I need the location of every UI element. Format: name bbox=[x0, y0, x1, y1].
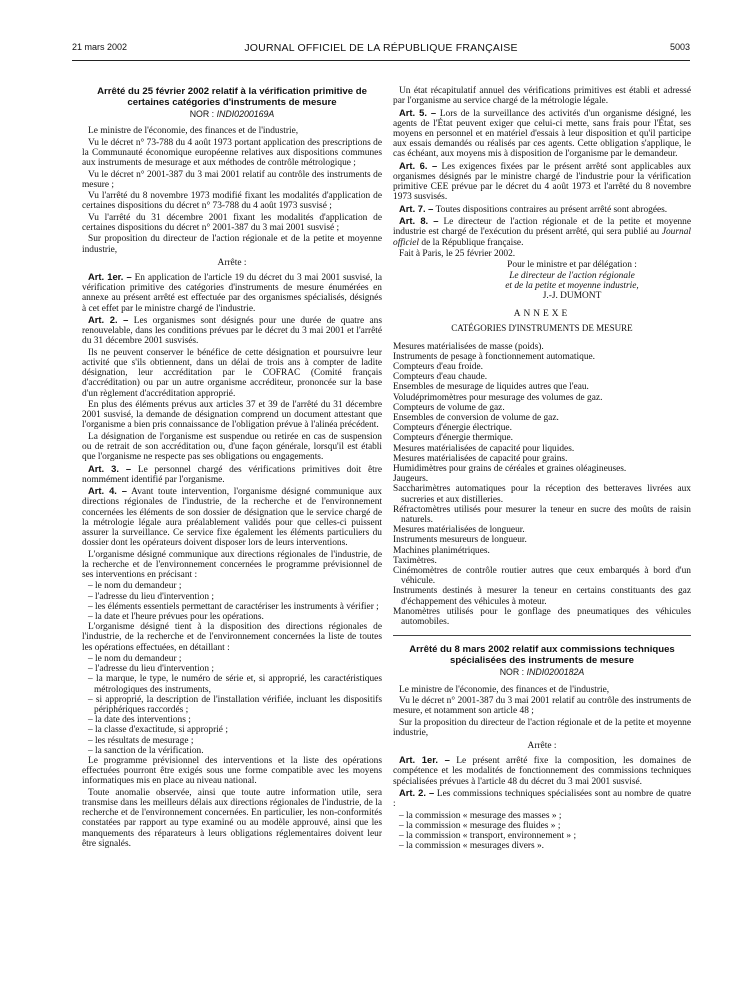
page-header bbox=[72, 42, 690, 58]
header-date: 21 mars 2002 bbox=[72, 42, 128, 52]
left-column bbox=[82, 86, 382, 850]
signature-delegation: Pour le ministre et par délégation : bbox=[507, 260, 637, 271]
list-item: – la commission « transport, environnement » ; bbox=[399, 831, 577, 842]
annexe-item: Ensembles de conversion de volume de gaz. bbox=[393, 413, 559, 424]
annexe-item: Taximètres. bbox=[393, 555, 437, 566]
paragraph: Le ministre de l'économie, des finances et de l'industrie, bbox=[399, 684, 610, 695]
intervention-list bbox=[82, 581, 382, 622]
annexe-item: Compteurs d'énergie thermique. bbox=[393, 433, 513, 444]
list-item: – le nom du demandeur ; bbox=[88, 581, 182, 592]
paragraph: Sur proposition du directeur de l'action régionale et de la petite et moyenne industrie, bbox=[82, 234, 382, 255]
annexe-item: Mesures matérialisées de capacité pour liquides. bbox=[393, 443, 575, 454]
paragraph: La désignation de l'organisme est suspendue ou retirée en cas de suspension ou de retrait de son accréditation ou, d'une façon générale, lorsqu'il est établi que l'organisme ne respecte pas ses obligations ou engagements. bbox=[82, 431, 382, 463]
decree-title: Arrêté du 25 février 2002 relatif à la vérification primitive de certaines catégories d'instruments de mesure bbox=[97, 86, 367, 108]
annexe-item: Manomètres utilisés pour le gonflage des pneumatiques des véhicules automobiles. bbox=[393, 606, 691, 628]
article-3: Art. 3. – Le personnel chargé des vérifications primitives doit être nommément identifié par l'organisme. bbox=[82, 462, 383, 485]
annexe-item: Saccharimètres automatiques pour la réception des betteraves livrées aux sucreries et aux distilleries. bbox=[393, 484, 691, 505]
list-item: – l'adresse du lieu d'intervention ; bbox=[88, 591, 215, 602]
list-item: – les éléments essentiels permettant de caractériser les instruments à vérifier ; bbox=[88, 601, 379, 612]
annexe-list bbox=[393, 342, 691, 628]
annexe-item: Ensembles de mesurage de liquides autres que l'eau. bbox=[393, 382, 589, 393]
list-item: – si approprié, la description de l'installation vérifiée, incluant les dispositifs périphériques raccordés ; bbox=[88, 694, 382, 715]
paragraph: Le programme prévisionnel des interventions et la liste des opérations effectuées pourront être exigés sous une forme compatible avec les moyens informatiques mis en place au niveau national. bbox=[82, 756, 382, 787]
annexe-item: Voludéprimomètres pour mesurage des volumes de gaz. bbox=[393, 392, 603, 403]
annexe-item: Cinémomètres de contrôle routier autres que ceux embarqués à bord d'un véhicule. bbox=[393, 566, 691, 587]
annexe-item: Réfractomètres utilisés pour mesurer la teneur en sucre des moûts de raisin naturels. bbox=[393, 504, 691, 526]
nor-reference: NOR : INDI0200169A bbox=[189, 109, 275, 120]
paragraph: Vu le décret n° 73-788 du 4 août 1973 portant application des prescriptions de la Communauté économique européenne relatives aux dispositions communes aux instruments de mesurage et aux méthodes de contrôle métrologique ; bbox=[82, 137, 382, 169]
paragraph: Ils ne peuvent conserver le bénéfice de cette désignation et poursuivre leur activité que s'ils obtiennent, dans un délai de trois ans à compter de ladite désignation, leur accréditation par le COFRAC (Comité français d'accréditation) ou par un autre organisme accréditeur, prononcée sur la base d'un règlement d'accréditation approprié. bbox=[82, 347, 382, 399]
annexe-item: Compteurs de volume de gaz. bbox=[393, 402, 505, 413]
list-item: – la date et l'heure prévues pour les opérations. bbox=[88, 611, 264, 622]
arrete-label-2: Arrête : bbox=[527, 741, 557, 752]
annexe-item: Compteurs d'eau froide. bbox=[393, 362, 483, 372]
list-item: – la commission « mesurages divers ». bbox=[399, 841, 545, 852]
annexe-item: Instruments mesureurs de longueur. bbox=[393, 535, 527, 546]
annexe-item: Compteurs d'énergie électrique. bbox=[393, 423, 512, 434]
annexe-item: Instruments de pesage à fonctionnement automatique. bbox=[393, 351, 596, 362]
paragraph: En plus des éléments prévus aux articles 37 et 39 de l'arrêté du 31 décembre 2001 susvisé, la demande de désignation comprend un document attestant que l'organisme a bien pris connaissance de l'obligation prévue à l'alinéa précédent. bbox=[82, 399, 382, 431]
annexe-title: ANNEXE bbox=[513, 309, 571, 320]
article-1: Art. 1er. – En application de l'article 19 du décret du 3 mai 2001 susvisé, la vérification primitive des catégories d'instruments de mesure énumérées en annexe au présent arrêté est effectuée par des organismes spécialisés, désignés à cet effet par le ministre chargé de l'industrie. bbox=[82, 270, 383, 314]
header-rule bbox=[72, 60, 690, 61]
article-6: Art. 6. – Les exigences fixées par le présent arrêté sont applicables aux organismes désignés par le ministre chargé de l'industrie pour la vérification primitive CEE prévue par le décret du 4 août 1973 et l'arrêté du 8 novembre 1973 susvisés. bbox=[393, 159, 692, 203]
list-item: – l'adresse du lieu d'intervention ; bbox=[88, 664, 215, 675]
paragraph: Un état récapitulatif annuel des vérifications primitives est établi et adressé par l'organisme au service chargé de la métrologie légale. bbox=[393, 86, 691, 107]
annexe-item: Machines planimétriques. bbox=[393, 545, 490, 556]
annexe-item: Mesures matérialisées de longueur. bbox=[393, 525, 525, 536]
signature-role-2: et de la petite et moyenne industrie, bbox=[505, 280, 639, 291]
list-item: – la sanction de la vérification. bbox=[88, 745, 204, 756]
list-item: – le nom du demandeur ; bbox=[88, 653, 182, 664]
annexe-item: Mesures matérialisées de capacité pour grains. bbox=[393, 453, 568, 464]
paragraph: Sur la proposition du directeur de l'action régionale et de la petite et moyenne industrie, bbox=[393, 717, 691, 738]
signature-name: J.-J. DUMONT bbox=[542, 290, 602, 301]
annexe-item: Mesures matérialisées de masse (poids). bbox=[393, 341, 544, 352]
annexe-item: Jaugeurs. bbox=[393, 474, 429, 485]
annexe-subtitle: CATÉGORIES D'INSTRUMENTS DE MESURE bbox=[451, 323, 633, 334]
page-number: 5003 bbox=[669, 42, 690, 52]
journal-title: JOURNAL OFFICIEL DE LA RÉPUBLIQUE FRANÇAISE bbox=[244, 42, 518, 54]
decree-title-2: Arrêté du 8 mars 2002 relatif aux commissions techniques spécialisées des instruments de mesure bbox=[409, 644, 675, 667]
paragraph: Vu l'arrêté du 31 décembre 2001 fixant les modalités d'application de certaines dispositions du décret n° 2001-387 du 3 mai 2001 susvisé ; bbox=[82, 212, 382, 233]
article-7: Art. 7. – Toutes dispositions contraires au présent arrêté sont abrogées. bbox=[399, 202, 668, 215]
signature-date: Fait à Paris, le 25 février 2002. bbox=[399, 248, 516, 259]
list-item: – la commission « mesurage des fluides » ; bbox=[399, 820, 561, 831]
paragraph: Le ministre de l'économie, des finances et de l'industrie, bbox=[88, 126, 299, 137]
article-8: Art. 8. – Le directeur de l'action régionale et de la petite et moyenne industrie est chargé de l'exécution du présent arrêté, qui sera publié au Journal officiel de la République française. bbox=[393, 215, 692, 248]
annexe-item: Compteurs d'eau chaude. bbox=[393, 372, 488, 383]
list-item: – la date des interventions ; bbox=[88, 715, 191, 726]
annexe-item: Instruments destinés à mesurer la teneur en certains constituants des gaz d'échappement des véhicules à moteur. bbox=[393, 586, 691, 607]
paragraph: L'organisme désigné tient à la disposition des directions régionales de l'industrie, de la recherche et de l'environnement concernées la liste de toutes les opérations effectuées, en détaillant : bbox=[82, 622, 382, 653]
section-divider bbox=[393, 635, 691, 636]
right-column bbox=[393, 86, 691, 851]
paragraph: Toute anomalie observée, ainsi que toute autre information utile, sera transmise dans les meilleurs délais aux directions régionales de l'industrie, de la recherche et de l'environnement concernées. En particulier, les non-conformités constatées par rapport au type examiné ou au modèle approuvé, ainsi que les manquements des réparateurs à leurs obligations réglementaires doivent leur être signalés. bbox=[82, 787, 382, 849]
list-item: – la commission « mesurage des masses » ; bbox=[399, 810, 562, 821]
article-2-b: Art. 2. – Les commissions techniques spécialisées sont au nombre de quatre : bbox=[393, 787, 691, 810]
operations-list bbox=[82, 654, 382, 756]
article-1-b: Art. 1er. – Le présent arrêté fixe la composition, les domaines de compétence et les modalités de fonctionnement des commissions techniques spécialisées prévues à l'article 48 du décret du 3 mai 2001 susvisé. bbox=[393, 754, 692, 787]
paragraph: Vu l'arrêté du 8 novembre 1973 modifié fixant les modalités d'application de certaines dispositions du décret n° 73-788 du 4 août 1973 susvisé ; bbox=[82, 191, 382, 212]
list-item: – la classe d'exactitude, si approprié ; bbox=[88, 725, 228, 736]
paragraph: L'organisme désigné communique aux directions régionales de l'industrie, de la recherche et de l'environnement concernées le programme prévisionnel de ses interventions en précisant : bbox=[82, 549, 382, 580]
paragraph: Vu le décret n° 2001-387 du 3 mai 2001 relatif au contrôle des instruments de mesure, et notamment son article 48 ; bbox=[393, 696, 691, 717]
list-item: – la marque, le type, le numéro de série et, si approprié, les caractéristiques métrologiques des instruments, bbox=[88, 674, 382, 695]
article-5: Art. 5. – Lors de la surveillance des activités d'un organisme désigné, les agents de l'État peuvent exiger que celui-ci mette, sans frais pour l'État, ses moyens en personnel et en matériel d'essais à leur disposition et qu'il participe aux essais demandés ou réalisés par ces agents. Cette obligation s'applique, le cas échéant, aux moyens mis à disposition de l'organisme par le demandeur. bbox=[393, 106, 691, 160]
commissions-list bbox=[393, 811, 691, 852]
paragraph: Vu le décret n° 2001-387 du 3 mai 2001 relatif au contrôle des instruments de mesure ; bbox=[82, 169, 382, 190]
arrete-label: Arrête : bbox=[217, 257, 247, 268]
nor-reference-2: NOR : INDI0200182A bbox=[499, 667, 585, 678]
signature-role-1: Le directeur de l'action régionale bbox=[509, 270, 635, 281]
article-2: Art. 2. – Les organismes sont désignés pour une durée de quatre ans renouvelable, dans les conditions prévues par le décret du 3 mai 2001 et l'arrêté du 31 décembre 2001 susvisés. bbox=[82, 313, 383, 347]
article-4: Art. 4. – Avant toute intervention, l'organisme désigné communique aux directions régionales de l'industrie, de la recherche et de l'environnement concernées les éléments de son dossier de désignation que le service chargé de la métrologie légale aura préalablement validés pour que celles-ci puissent assurer la surveillance. Ce service fixe également les éléments particuliers du dossier dont les opérateurs doivent disposer lors de leurs interventions. bbox=[82, 485, 382, 549]
annexe-item: Humidimètres pour grains de céréales et graines oléagineuses. bbox=[393, 464, 627, 475]
list-item: – les résultats de mesurage ; bbox=[88, 735, 194, 746]
